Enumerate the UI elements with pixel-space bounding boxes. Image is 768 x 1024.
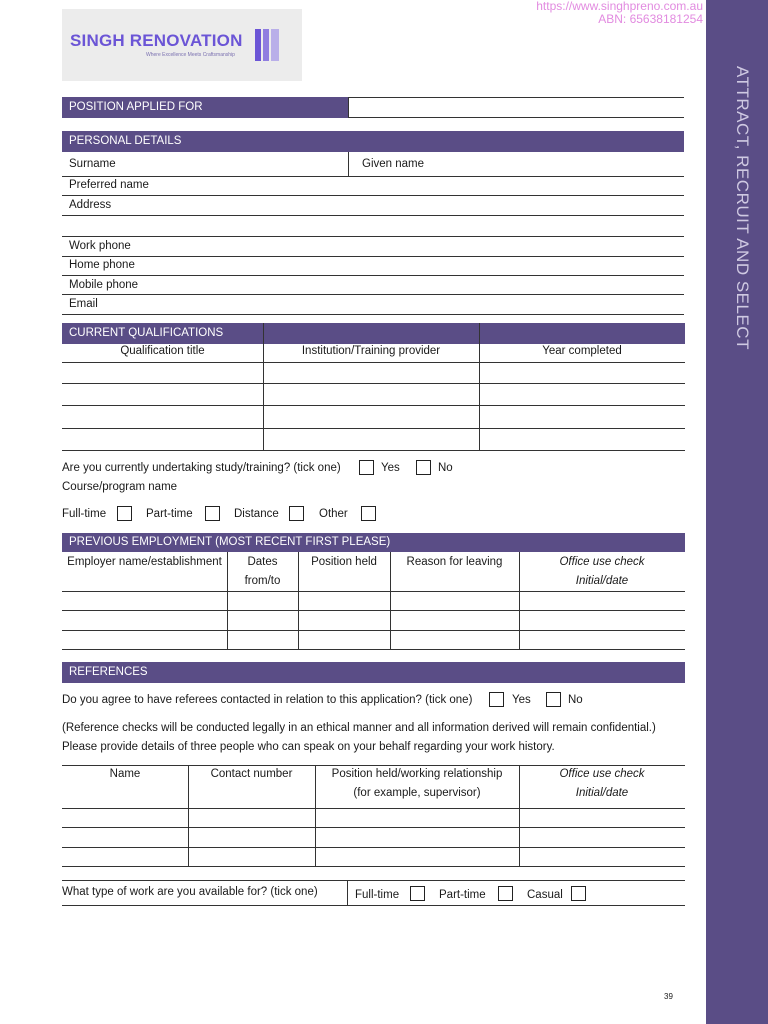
mobile-phone-label: Mobile phone (69, 279, 139, 291)
emp-col-reason: Reason for leaving (406, 556, 503, 568)
qual-col-title: Qualification title (120, 345, 205, 357)
mode-distance-label: Distance (234, 508, 279, 520)
website-url[interactable]: https://www.singhpreno.com.au (536, 0, 703, 13)
emp-col-dates-2: from/to (244, 575, 281, 587)
mode-fulltime-label: Full-time (62, 508, 107, 520)
company-logo (62, 9, 302, 81)
references-header: REFERENCES (62, 662, 685, 683)
email-label: Email (69, 298, 98, 310)
referee-no-label: No (568, 694, 583, 706)
referee-no-checkbox[interactable] (546, 692, 561, 707)
avail-fulltime-label: Full-time (355, 889, 400, 901)
ref-col-office: Office use check (559, 768, 645, 780)
qual-col-year: Year completed (542, 345, 622, 357)
address-label: Address (69, 199, 112, 211)
study-question: Are you currently undertaking study/training? (tick one) (62, 462, 341, 474)
avail-parttime-checkbox[interactable] (498, 886, 513, 901)
personal-details-header: PERSONAL DETAILS (62, 131, 684, 152)
abn-number: ABN: 65638181254 (598, 12, 703, 26)
reference-instruction: Please provide details of three people who can speak on your behalf regarding your work history. (62, 741, 555, 753)
mode-other-checkbox[interactable] (361, 506, 376, 521)
mode-distance-checkbox[interactable] (289, 506, 304, 521)
referee-yes-label: Yes (512, 694, 531, 706)
qual-col-institution: Institution/Training provider (301, 345, 441, 357)
employment-header: PREVIOUS EMPLOYMENT (MOST RECENT FIRST PLEASE) (62, 533, 685, 552)
logo-name: SINGH RENOVATION (70, 31, 243, 50)
ref-col-office-2: Initial/date (575, 787, 629, 799)
mode-other-label: Other (319, 508, 348, 520)
preferred-name-label: Preferred name (69, 179, 149, 191)
avail-fulltime-checkbox[interactable] (410, 886, 425, 901)
emp-col-position: Position held (311, 556, 377, 568)
sidebar-title: ATTRACT, RECRUIT AND SELECT (733, 66, 752, 350)
work-phone-label: Work phone (69, 240, 131, 252)
study-no-label: No (438, 462, 453, 474)
logo-tagline: Where Excellence Meets Craftsmanship (146, 52, 235, 58)
course-label: Course/program name (62, 481, 178, 493)
mode-parttime-label: Part-time (146, 508, 193, 520)
ref-col-position-2: (for example, supervisor) (353, 787, 481, 799)
surname-label: Surname (69, 158, 116, 170)
emp-col-office: Office use check (559, 556, 645, 568)
study-no-checkbox[interactable] (416, 460, 431, 475)
header-contact (536, 0, 703, 26)
avail-casual-checkbox[interactable] (571, 886, 586, 901)
home-phone-label: Home phone (69, 259, 135, 271)
referee-yes-checkbox[interactable] (489, 692, 504, 707)
emp-col-employer: Employer name/establishment (67, 556, 222, 568)
emp-col-dates: Dates (247, 556, 278, 568)
ref-col-position: Position held/working relationship (331, 768, 503, 780)
availability-question: What type of work are you available for? (tick one) (62, 886, 318, 898)
page-number: 39 (664, 992, 673, 1001)
mode-fulltime-checkbox[interactable] (117, 506, 132, 521)
mode-parttime-checkbox[interactable] (205, 506, 220, 521)
reference-note: (Reference checks will be conducted legally in an ethical manner and all information derived will remain confidential.) (62, 722, 656, 734)
study-yes-label: Yes (381, 462, 400, 474)
avail-casual-label: Casual (527, 889, 563, 901)
given-name-label: Given name (362, 158, 425, 170)
referee-question: Do you agree to have referees contacted in relation to this application? (tick one) (62, 694, 473, 706)
ref-col-name: Name (109, 768, 141, 780)
position-applied-input[interactable] (350, 99, 682, 116)
ref-col-contact: Contact number (210, 768, 293, 780)
study-yes-checkbox[interactable] (359, 460, 374, 475)
avail-parttime-label: Part-time (439, 889, 486, 901)
emp-col-office-2: Initial/date (575, 575, 629, 587)
position-applied-label: POSITION APPLIED FOR (62, 97, 348, 118)
qualifications-header: CURRENT QUALIFICATIONS (62, 323, 685, 344)
logo-bars-icon (255, 29, 279, 61)
